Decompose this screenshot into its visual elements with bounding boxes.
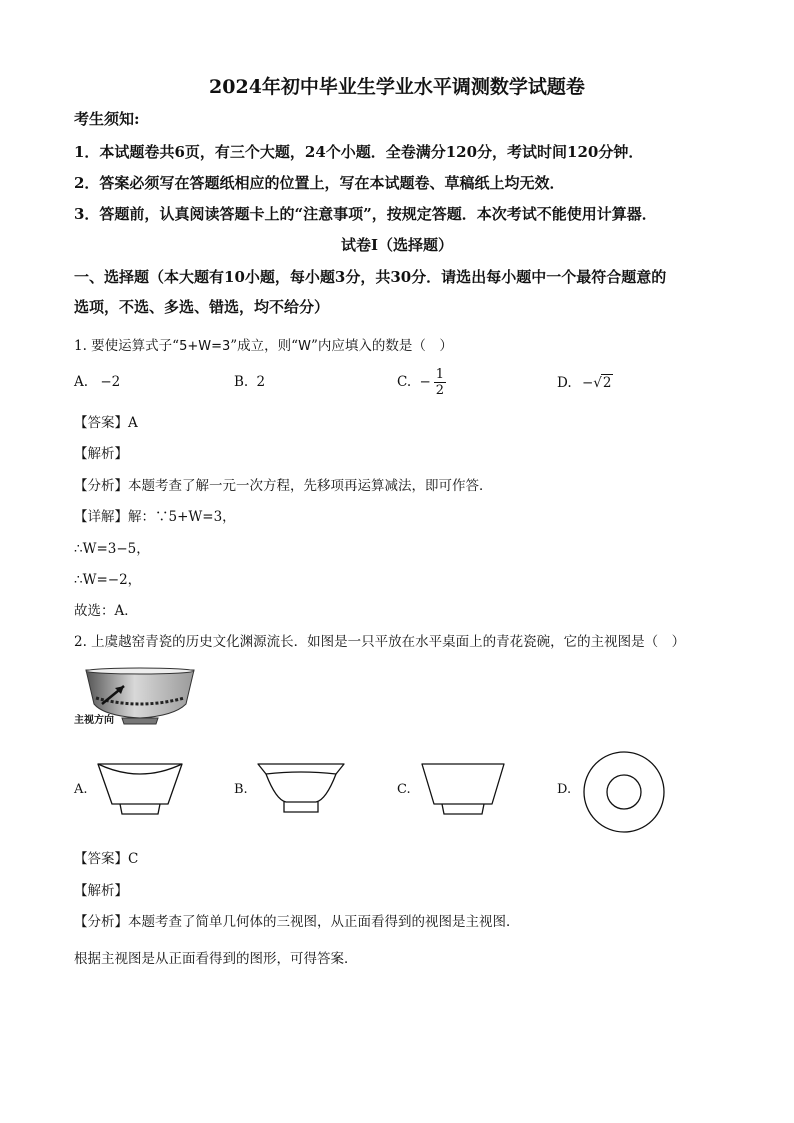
notice-heading: 考生须知: <box>74 110 140 128</box>
q1-detail-line-3: ∴W=−2， <box>74 572 142 588</box>
q2-option-c-label: C. <box>397 782 411 797</box>
q1-option-d <box>557 374 613 391</box>
bowl-photo-rim <box>86 668 194 674</box>
q1-option-b-value: 2 <box>256 374 266 390</box>
q1-option-a-value: −2 <box>100 374 121 390</box>
q1-answer-tag: 【答案】 <box>74 415 128 431</box>
q2-answer-value: C <box>128 851 139 867</box>
bowl-photo-foot <box>122 718 158 724</box>
part-one-line-1: 一、选择题（本大题有10小题，每小题3分，共30分．请选出每小题中一个最符合题意的 <box>74 268 667 286</box>
q1-stem-a: 1. 要使运算式子“ <box>74 338 180 354</box>
q1-fenxi-tag: 【分析】 <box>74 478 128 494</box>
q1-fenxi-text: 本题考查了解一元一次方程，先移项再运算减法，即可作答． <box>128 478 493 494</box>
q1-fenxi <box>74 474 493 494</box>
q2-option-c-bowl <box>418 762 508 820</box>
notice-item-1: 1．本试题卷共6页，有三个大题，24个小题．全卷满分120分，考试时间120分钟． <box>74 143 644 161</box>
q1-option-d-sign: − <box>581 375 594 391</box>
q1-stem-b: ”成立，则“ <box>230 338 299 354</box>
notice-item-3: 3．答题前，认真阅读答题卡上的“注意事项”，按规定答题．本次考试不能使用计算器． <box>74 205 657 223</box>
q1-option-c-sign: − <box>419 374 431 390</box>
q2-option-b-label: B. <box>234 782 248 797</box>
q1-option-a-label: A. <box>74 374 89 390</box>
q2-answer-tag: 【答案】 <box>74 851 128 867</box>
q1-option-b-label: B. <box>234 374 249 390</box>
q1-option-c-label: C. <box>397 374 412 390</box>
photo-caption: 主视方向 <box>74 715 114 726</box>
q1-option-b <box>234 374 265 390</box>
q2-option-a-label: A. <box>74 782 88 797</box>
q2-analysis-tag: 【解析】 <box>74 883 128 899</box>
q2-stem: 2. 上虞越窑青瓷的历史文化渊源流长．如图是一只平放在水平桌面上的青花瓷碗，它的主视图是（ ） <box>74 634 686 650</box>
q1-conclusion: 故选：A． <box>74 603 138 619</box>
q1-option-c <box>397 367 446 398</box>
q2-option-d-circles <box>582 750 666 834</box>
q1-detail-line-1: 解：∵5+W=3， <box>128 509 236 525</box>
q1-stem-expr: 5+W=3 <box>179 339 231 354</box>
q1-stem <box>74 334 453 354</box>
q1-option-d-radicand: 2 <box>602 375 612 391</box>
q2-explain: 根据主视图是从正面看得到的图形，可得答案． <box>74 951 358 967</box>
q1-option-c-fraction <box>434 367 446 398</box>
q1-stem-w: W <box>298 339 311 354</box>
part-one-line-2: 选项，不选、多选、错选，均不给分） <box>74 298 330 316</box>
q2-option-a-bowl <box>96 762 184 820</box>
q1-stem-c: ”内应填入的数是（ ） <box>310 338 453 354</box>
q2-fenxi-tag: 【分析】 <box>74 914 128 930</box>
q2-answer <box>74 847 138 867</box>
q2-option-d-label: D. <box>557 782 572 797</box>
q1-option-c-denominator: 2 <box>435 383 445 398</box>
q1-answer-value: A <box>128 415 138 431</box>
q1-option-c-numerator: 1 <box>435 367 445 382</box>
section-title: 试卷Ⅰ（选择题） <box>340 236 454 254</box>
q2-fenxi <box>74 910 520 930</box>
q1-detail <box>74 505 236 525</box>
page-title: 2024年初中毕业生学业水平调测数学试题卷 <box>209 76 585 98</box>
q1-option-a <box>74 374 120 390</box>
q1-analysis-tag: 【解析】 <box>74 446 128 462</box>
q1-answer <box>74 411 138 431</box>
q2-option-b-bowl <box>256 762 346 820</box>
notice-item-2: 2．答案必须写在答题纸相应的位置上，写在本试题卷、草稿纸上均无效． <box>74 174 565 192</box>
q2-fenxi-text: 本题考查了简单几何体的三视图，从正面看得到的视图是主视图． <box>128 914 520 930</box>
q1-detail-tag: 【详解】 <box>74 509 128 525</box>
radical-icon: √ <box>593 375 602 391</box>
q1-detail-line-2: ∴W=3−5， <box>74 541 150 557</box>
q1-option-d-label: D. <box>557 375 572 391</box>
